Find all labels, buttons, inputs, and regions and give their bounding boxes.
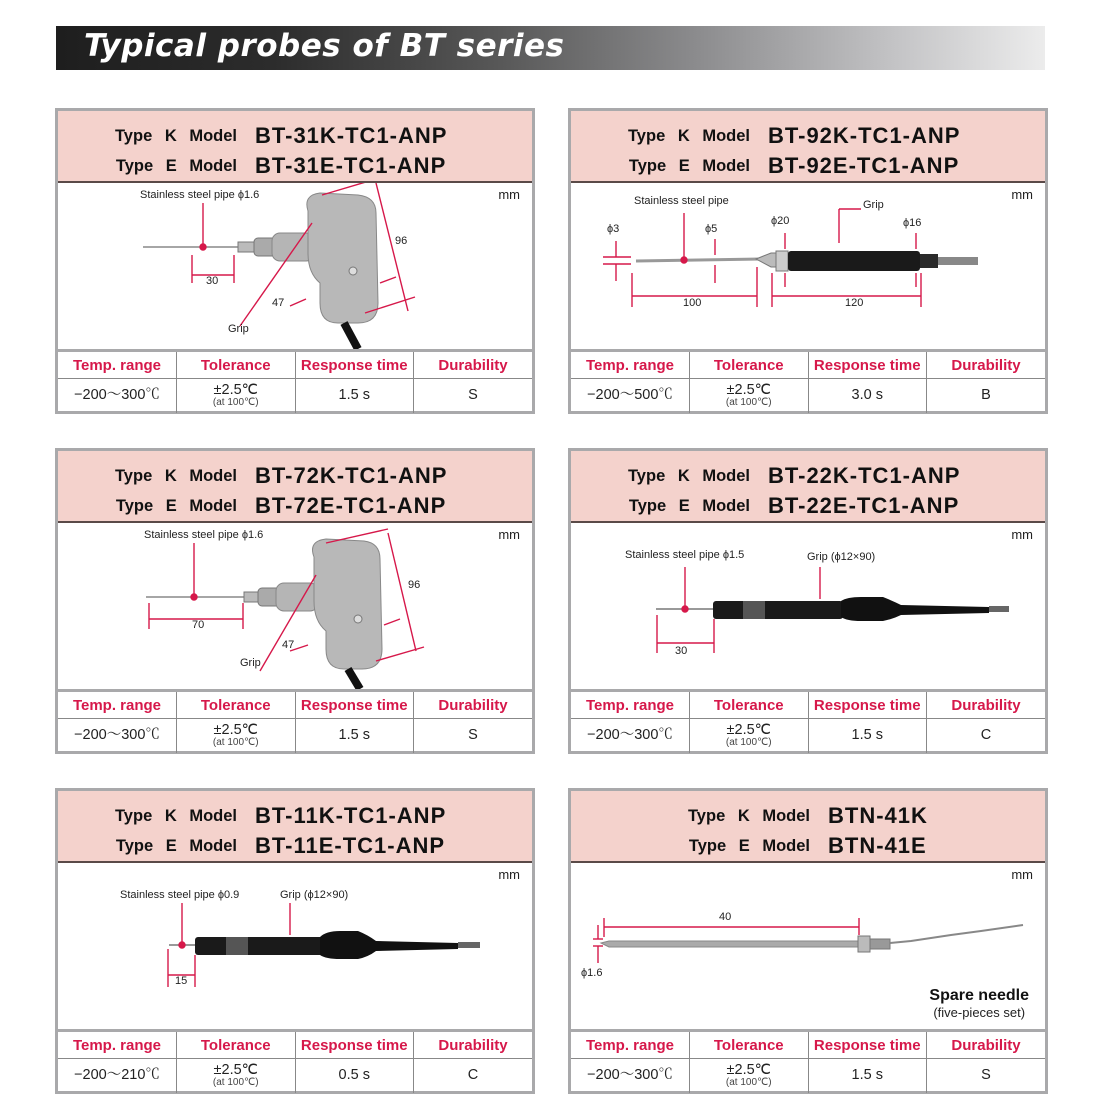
durability-value: B [981, 387, 991, 404]
type-e-label: Type E Model [628, 156, 750, 175]
header-response-time: Response time [295, 1031, 414, 1059]
grip-label: Grip [863, 199, 884, 211]
response-time-value: 1.5 s [295, 379, 414, 413]
temp-range-value: −200〜300℃ [571, 1059, 690, 1093]
pipe-label: Stainless steel pipe [634, 195, 729, 207]
header-response-time: Response time [808, 1031, 927, 1059]
unit-label: mm [498, 527, 520, 542]
probe-card-bt-22 [568, 448, 1048, 754]
temp-range-value: −200〜300℃ [58, 719, 177, 753]
tolerance-value: ±2.5℃ [726, 721, 771, 738]
width-label: 47 [272, 297, 285, 309]
spare-needle-subtitle: (five-pieces set) [933, 1005, 1026, 1020]
model-e: BT-92E-TC1-ANP [768, 153, 960, 178]
length-label: 30 [675, 645, 688, 657]
length-label: 15 [175, 975, 188, 987]
back-diameter-label: ϕ16 [903, 217, 922, 229]
probe-card-bt-92 [568, 108, 1048, 414]
type-k-label: Type K Model [627, 126, 750, 145]
header-tolerance: Tolerance [177, 351, 296, 379]
width-label: 47 [282, 639, 295, 651]
temp-range-value: −200〜300℃ [571, 719, 690, 753]
durability-value: C [467, 1067, 479, 1084]
grip-label: Grip (ϕ12×90) [280, 889, 349, 901]
type-k-label: Type K Model [687, 806, 810, 825]
model-e: BT-11E-TC1-ANP [255, 833, 446, 858]
durability-value: S [981, 1067, 991, 1084]
probe-card-bt-31 [55, 108, 535, 414]
unit-label: mm [498, 867, 520, 882]
probe-figure [58, 523, 532, 689]
tolerance-note: (at 100℃) [725, 397, 772, 409]
card-header [571, 791, 1045, 863]
tolerance-note: (at 100℃) [212, 737, 259, 749]
spec-table [58, 349, 532, 413]
response-time-value: 1.5 s [808, 719, 927, 753]
temp-range-value: −200〜500℃ [571, 379, 690, 413]
type-e-label: Type E Model [115, 836, 237, 855]
unit-label: mm [1011, 867, 1033, 882]
card-header [571, 111, 1045, 183]
header-response-time: Response time [295, 351, 414, 379]
header-tolerance: Tolerance [690, 1031, 809, 1059]
header-temp-range: Temp. range [571, 1031, 690, 1059]
model-k: BT-72K-TC1-ANP [255, 463, 448, 488]
spare-needle-caption [929, 987, 1029, 1020]
unit-label: mm [498, 187, 520, 202]
probe-figure [571, 863, 1045, 1029]
spec-table [58, 1029, 532, 1093]
header-tolerance: Tolerance [690, 351, 809, 379]
pipe-label: Stainless steel pipe ϕ1.6 [144, 529, 264, 541]
response-time-value: 3.0 s [808, 379, 927, 413]
model-k: BT-11K-TC1-ANP [255, 803, 447, 828]
model-k: BT-92K-TC1-ANP [768, 123, 961, 148]
header-temp-range: Temp. range [58, 351, 177, 379]
pipe-length-label: 100 [683, 297, 702, 309]
tolerance-note: (at 100℃) [725, 737, 772, 749]
pipe-label: Stainless steel pipe ϕ0.9 [120, 889, 240, 901]
header-temp-range: Temp. range [571, 351, 690, 379]
probe-card-bt-11 [55, 788, 535, 1094]
tolerance-value: ±2.5℃ [213, 1061, 258, 1078]
model-e: BTN-41E [828, 833, 927, 858]
response-time-value: 0.5 s [295, 1059, 414, 1093]
height-label: 96 [395, 235, 408, 247]
type-e-label: Type E Model [115, 496, 237, 515]
section-banner [56, 26, 1045, 70]
probe-figure [571, 183, 1045, 349]
grip-label: Grip [228, 323, 249, 335]
tolerance-value: ±2.5℃ [213, 721, 258, 738]
pipe-label: Stainless steel pipe ϕ1.6 [140, 189, 260, 201]
type-k-label: Type K Model [114, 466, 237, 485]
durability-value: S [468, 727, 478, 744]
spec-table [571, 1029, 1045, 1093]
tolerance-cell [690, 379, 809, 413]
length-label: 30 [206, 275, 219, 287]
tolerance-cell [690, 1059, 809, 1093]
probe-figure [58, 183, 532, 349]
model-e: BT-31E-TC1-ANP [255, 153, 447, 178]
header-response-time: Response time [808, 351, 927, 379]
model-k: BT-31K-TC1-ANP [255, 123, 448, 148]
tolerance-value: ±2.5℃ [726, 381, 771, 398]
card-header [571, 451, 1045, 523]
header-tolerance: Tolerance [690, 691, 809, 719]
type-k-label: Type K Model [114, 126, 237, 145]
header-temp-range: Temp. range [571, 691, 690, 719]
temp-range-value: −200〜210℃ [58, 1059, 177, 1093]
header-durability: Durability [414, 351, 533, 379]
probe-figure [571, 523, 1045, 689]
durability-value: C [980, 727, 992, 744]
probe-figure [58, 863, 532, 1029]
header-response-time: Response time [808, 691, 927, 719]
type-k-label: Type K Model [114, 806, 237, 825]
spec-table [571, 349, 1045, 413]
header-tolerance: Tolerance [177, 691, 296, 719]
spec-table [571, 689, 1045, 753]
tolerance-note: (at 100℃) [212, 397, 259, 409]
type-e-label: Type E Model [115, 156, 237, 175]
tip-diameter-label: ϕ3 [607, 223, 620, 235]
model-k: BT-22K-TC1-ANP [768, 463, 961, 488]
header-durability: Durability [927, 691, 1046, 719]
tolerance-cell [177, 1059, 296, 1093]
header-durability: Durability [927, 351, 1046, 379]
header-response-time: Response time [295, 691, 414, 719]
pen-probe-icon [571, 523, 1045, 689]
header-durability: Durability [927, 1031, 1046, 1059]
header-tolerance: Tolerance [177, 1031, 296, 1059]
response-time-value: 1.5 s [808, 1059, 927, 1093]
grip-label: Grip (ϕ12×90) [807, 551, 876, 563]
model-e: BT-72E-TC1-ANP [255, 493, 447, 518]
grip-label: Grip [240, 657, 261, 669]
model-e: BT-22E-TC1-ANP [768, 493, 960, 518]
spec-table [58, 689, 532, 753]
pipe-diameter-label: ϕ5 [705, 223, 718, 235]
card-header [58, 791, 532, 863]
response-time-value: 1.5 s [295, 719, 414, 753]
probe-card-btn-41 [568, 788, 1048, 1094]
height-label: 96 [408, 579, 421, 591]
temp-range-value: −200〜300℃ [58, 379, 177, 413]
tolerance-note: (at 100℃) [725, 1077, 772, 1089]
header-temp-range: Temp. range [58, 1031, 177, 1059]
tolerance-cell [177, 719, 296, 753]
header-temp-range: Temp. range [58, 691, 177, 719]
unit-label: mm [1011, 527, 1033, 542]
card-header [58, 451, 532, 523]
tolerance-value: ±2.5℃ [213, 381, 258, 398]
length-label: 40 [719, 911, 732, 923]
header-durability: Durability [414, 1031, 533, 1059]
t-handle-probe-icon [58, 183, 532, 349]
type-k-label: Type K Model [627, 466, 750, 485]
pen-probe-icon [58, 863, 532, 1029]
spare-needle-title: Spare needle [929, 987, 1029, 1004]
section-title: Typical probes of BT series [84, 28, 565, 64]
header-durability: Durability [414, 691, 533, 719]
tolerance-value: ±2.5℃ [726, 1061, 771, 1078]
grip-length-label: 120 [845, 297, 864, 309]
front-diameter-label: ϕ20 [771, 215, 790, 227]
card-header [58, 111, 532, 183]
pipe-label: Stainless steel pipe ϕ1.5 [625, 549, 745, 561]
probe-card-bt-72 [55, 448, 535, 754]
tolerance-cell [690, 719, 809, 753]
type-e-label: Type E Model [688, 836, 810, 855]
durability-value: S [468, 387, 478, 404]
length-label: 70 [192, 619, 205, 631]
diameter-label: ϕ1.6 [581, 967, 603, 979]
pen-probe-icon [571, 183, 1045, 349]
t-handle-probe-icon [58, 523, 532, 689]
type-e-label: Type E Model [628, 496, 750, 515]
tolerance-note: (at 100℃) [212, 1077, 259, 1089]
tolerance-cell [177, 379, 296, 413]
model-k: BTN-41K [828, 803, 928, 828]
unit-label: mm [1011, 187, 1033, 202]
